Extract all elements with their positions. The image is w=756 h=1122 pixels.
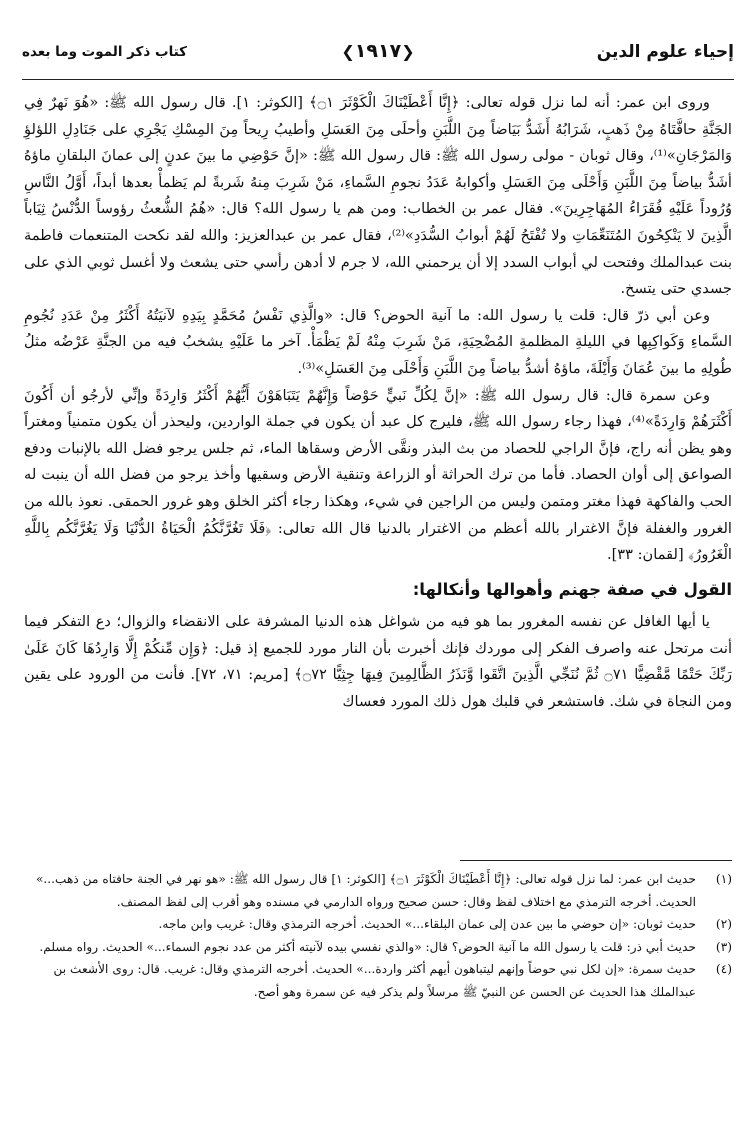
footnote-number: (١): [715, 872, 732, 886]
footnote-number: (٣): [715, 939, 732, 954]
paragraph-4: يا أيها الغافل عن نفسه المغرور بما هو فيه من شواغل هذه الدنيا المشرفة على الانقضاء والزوال؛ دع التفكر فيما أنت مرتحل عنه واصرف الفكر إلى موردك فإنك أخبرت بأن النار مورد للجميع إذ قيل: ﴿وَإِن مِّنكُمْ إِلَّا وَارِدُهَا كَانَ عَلَىٰ رَبِّكَ حَتْمًا مَّقْضِيًّا ۝٧١ ثُمَّ نُنَجِّي الَّذِينَ اتَّقَوا وَّنَذَرُ الظَّالِمِينَ فِيهَا جِثِيًّا ۝٧٢﴾ [مريم: ٧١، ٧٢]. فأنت من الورود على يقين ومن النجاة في شك. فاستشعر في قلبك هول ذلك المورد فعساك: [24, 613, 732, 711]
footnote-text: حديث ثوبان: «إن حوضي ما بين عدن إلى عمان البلقاء...» الحديث. أخرجه الترمذي وقال: غريب وابن ماجه.: [158, 917, 696, 932]
header-divider: [22, 79, 734, 80]
footnote-item: [24, 913, 732, 936]
footnote-item: [24, 958, 732, 1003]
chapter-title: كتاب ذكر الموت وما بعده: [22, 44, 188, 60]
footnote-item: [24, 868, 732, 913]
paragraph-1: وروى ابن عمر: أنه لما نزل قوله تعالى: ﴿إِنَّا أَعْطَيْنَاكَ الْكَوْثَرَ ۝١﴾ [الكوثر: ١]. قال رسول الله ﷺ: «هُوَ نَهرٌ فِي الجَنَّةِ حافَّتَاهُ مِنْ ذَهبٍ، شَرَابُهُ أَشَدُّ بَيَاضاً مِنَ اللَّبَنِ وأحلَى مِنَ العَسَلِ وأطيبُ رِيحاً مِنَ المِسْكِ يَجْرِي على جَنَادِلِ اللؤلؤِ وَالمَرْجَانِ»⁽¹⁾، وقال ثوبان - مولى رسول الله ﷺ: قال رسول الله ﷺ: «إنَّ حَوْضِي ما بينَ عدنٍ إلى عمانَ البلقانِ ماؤهُ أشَدُّ بياضاً مِنَ اللَّبَنِ وَأَحْلَى مِنَ العَسَلِ وأكوابهُ عَدَدُ نجومِ السَّماءِ، مَنْ شَرِبَ مِنهُ شَربةً لم يَظمأْ بعدها أبداً، أَوَّلُ النَّاسِ وُرُوداً عَلَيْهِ فُقَرَاءُ المُهَاجِرِينَ». فقال عمر بن الخطاب: ومن هم يا رسول الله؟ قال: «هُمُ الشُّعثُ رؤوساً الدُّنْسُ ثِيَاباً الَّذِينَ لا يَنْكِحُونَ المُتَنَعِّمَاتِ ولا تُفْتَحُ لَهُمْ أبوابُ السُّدَدِ»⁽²⁾، فقال عمر بن عبدالعزيز: والله لقد نكحت المتنعمات فاطمة بنت عبدالملك وفتحت لي أبواب السدد إلا أن يرحمني الله، لا جرم لا أدهن رأسي حتى يشعث ولا أغسل ثوبي الذي على جسدي حتى يتسخ.: [24, 94, 732, 298]
paragraph-3: وعن سمرة قال: قال رسول الله ﷺ: «إنَّ لِكُلِّ نَبيٍّ حَوْضاً وَإِنَّهُمْ يَتَبَاهَوْنَ أَيُّهُمْ أَكْثَرُ وَارِدَةً وإنِّي لأرجُو أن أَكُونَ أَكْثَرَهُمْ وَارِدَةً»⁽⁴⁾، فهذا رجاء رسول الله ﷺ، فليرج كل عبد أن يكون في جملة الواردين، وليحذر أن يكون متمنياً ومغتراً وهو يظن أنه راج، فإنَّ الراجي للحصاد من بث البذر ونقَّى الأرض وسقاها الماء، ثم جلس يرجو فضل الله بالإنبات ودفع الصواعق إلى أوان الحصاد. فأما من ترك الحراثة أو الزراعة وتنقية الأرض وسقيها وأخذ يرجو من فضل الله أن ينبت له الحب والفاكهة فهذا مغتر ومتمن وليس من الراجين في شيء، وهكذا رجاء أكثر الخلق وهو غرور الحمقى. نعوذ بالله من الغرور والغفلة فإنَّ الاغترار بالله أعظم من الاغترار بالدنيا قال الله تعالى: ﴿فَلَا تَغُرَّنَّكُمُ الْحَيَاةُ الدُّنْيَا وَلَا يَغُرَّنَّكُم بِاللَّهِ الْغَرُورُ﴾ [لقمان: ٣٣].: [24, 386, 732, 564]
footnote-item: [24, 936, 732, 959]
footnote-number: (٢): [715, 917, 732, 932]
footnote-text: حديث ابن عمر: لما نزل قوله تعالى: ﴿إِنَّا أَعْطَيْنَاكَ الْكَوْثَرَ ۝١﴾ [الكوثر: ١] قال رسول الله ﷺ: «هو نهر في الجنة حافتاه من ذهب...» الحديث. أخرجه الترمذي مع اختلاف لفظ وقال: حسن صحيح ورواه الدارمي في مسنده وهو أقرب إلى لفظ المصنف.: [35, 872, 696, 909]
page-header: [22, 40, 734, 74]
paragraph-2: وعن أبي ذرّ قال: قلت يا رسول الله: ما آنية الحوض؟ قال: «والَّذِي نَفْسُ مُحَمَّدٍ بِيَدِهِ لآنيَتُهُ أَكْثَرُ مِنْ عَدَدِ نُجُومِ السَّماءِ وَكَواكِبِها في الليلةِ المظلمةِ المُضْحِيَةِ، مَنْ شَرِبَ مِنْهُ لَمْ يَظْمَأْ. آخر ما عَلَيْهِ يشخبُ فيه من الجنَّةِ عَرْضُه مثلُ طُولِهِ ما بينَ عُمَانَ وَأَيْلَةَ، ماؤهُ أشدُّ بياضاً مِنَ اللَّبَنِ وَأَحْلَى مِنَ العَسَلِ»⁽³⁾.: [24, 306, 732, 377]
right-ornament-icon: ❯: [341, 42, 355, 61]
main-text: [24, 90, 732, 716]
footnote-number: (٤): [715, 962, 732, 977]
footnote-text: حديث سمرة: «إن لكل نبي حوضاً وإنهم ليتباهون أيهم أكثر واردة...» الحديث. أخرجه الترمذي وقال: غريب. قال: روى الأشعث بن عبدالملك هذا الحديث عن الحسن عن النبيّ ﷺ مرسلاً ولم يذكر فيه عن سمرة وهو أصح.: [53, 962, 696, 999]
footnotes: [24, 868, 732, 1004]
footnote-divider: [460, 860, 732, 861]
footnote-text: حديث أبي ذر: قلت يا رسول الله ما آنية الحوض؟ قال: «والذي نفسي بيده لآنيته أكثر من عدد نجوم السماء...» الحديث. رواه مسلم.: [39, 939, 696, 954]
section-heading: القول في صفة جهنم وأهوالها وأنكالها:: [412, 579, 732, 599]
page-number: ١٩١٧: [354, 40, 402, 62]
left-ornament-icon: ❮: [401, 42, 415, 61]
book-title: إحياء علوم الدين: [596, 42, 734, 62]
